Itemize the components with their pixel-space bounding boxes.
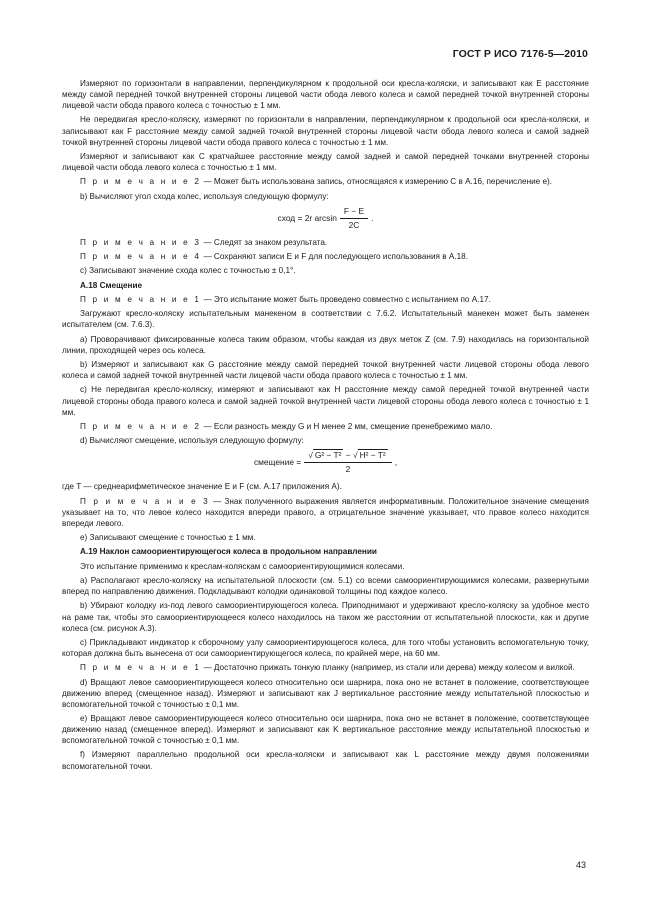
page-number: 43	[575, 860, 586, 870]
paragraph: d) Вращают левое самоориентирующееся колесо относительно оси шарнира, пока оно не встанет в положение, соответствующее движению вперед (смещенное назад). Измеряют и записывают как J вертикальное расстояние между испытательной плоскостью и вспомогательной точкой с точностью ± 0,1 мм.	[62, 677, 589, 709]
note-text: — Может быть использована запись, относящаяся к измерению C в А.16, перечисление е).	[201, 177, 553, 187]
toe-formula	[62, 206, 589, 231]
paragraph: f) Измеряют параллельно продольной оси кресла-коляски и записывают как L расстояние между двумя положениями вспомогательной точки.	[62, 750, 589, 771]
note-label: П р и м е ч а н и е 3	[80, 237, 202, 247]
offset-formula	[62, 450, 589, 475]
sqrt-term-g: G² − T²	[314, 450, 342, 461]
paragraph: с) Не передвигая кресло-коляску, измеряют и записывают как H расстояние между самой передней точкой внутренней части лицевой стороны обода правого колеса и самой задней точкой внутренней части лицевой стороны обода левого колеса с точностью ± 1 мм.	[62, 385, 589, 417]
note	[62, 421, 589, 432]
note-label: П р и м е ч а н и е 2	[80, 177, 202, 187]
formula-numerator: √ G² − T² − √ H² − T²	[304, 450, 392, 463]
paragraph: е) Записывают смещение с точностью ± 1 мм.	[80, 533, 256, 543]
note-label: П р и м е ч а н и е 1	[80, 663, 202, 673]
note-text: — Знак полученного выражения является информативным. Положительное значение смещения указывает на то, что левое колесо находится впереди правого, а отрицательное значение указывает, что правое колесо находится впереди левого.	[62, 496, 589, 528]
note	[62, 176, 589, 187]
note	[62, 237, 589, 248]
paragraph: Загружают кресло-коляску испытательным манекеном в соответствии с 7.6.2. Испытательный манекен может быть заменен испытателем (см. 7.6.3).	[62, 309, 589, 330]
note-text: — Если разность между G и H менее 2 мм, смещение пренебрежимо мало.	[201, 421, 493, 431]
paragraph: Измеряют и записывают как C кратчайшее расстояние между самой задней и самой передней точками внутренней стороны лицевой части обода левого колеса с точностью ± 1 мм.	[62, 151, 589, 173]
note-label: П р и м е ч а н и е 4	[80, 252, 202, 262]
paragraph: b) Измеряют и записывают как G расстояние между самой передней точкой внутренней части лицевой стороны обода левого колеса и самой задней точкой внутренней части лицевой части обода правого колеса с точностью ± 1 мм.	[62, 360, 589, 381]
note	[62, 251, 589, 262]
formula-left: сход = 2r arcsin	[277, 212, 337, 223]
formula-end: .	[371, 212, 374, 223]
formula-end: ,	[394, 457, 398, 468]
paragraph: с) Записывают значение схода колес с точностью ± 0,1°.	[80, 266, 296, 276]
note	[62, 662, 589, 673]
paragraph: d) Вычисляют смещение, используя следующую формулу:	[80, 436, 304, 446]
page-body	[62, 78, 589, 775]
note-text: — Это испытание может быть проведено совместно с испытанием по А.17.	[201, 295, 491, 304]
formula-fraction	[340, 206, 368, 231]
note-text: — Сохраняют записи E и F для последующего использования в А.18.	[201, 252, 468, 262]
paragraph: Не передвигая кресло-коляску, измеряют по горизонтали в направлении, перпендикулярном к продольной оси кресла-коляски, и записывают как F расстояние между самой задней точкой внутренней стороны лицевой части обода левого колеса и самой задней точкой внутренней стороны лицевой части обода правого колеса с точностью ± 1 мм.	[62, 115, 589, 147]
note	[62, 294, 589, 305]
formula-numerator: F − E	[340, 206, 368, 219]
formula-fraction	[304, 450, 392, 475]
note-label: П р и м е ч а н и е 1	[80, 295, 202, 304]
paragraph: b) Убирают колодку из-под левого самоориентирующегося колеса. Приподнимают и удерживают кресло-коляску за удобное место на раме так, чтобы это самоориентирующееся колесо находилось на таком же расстоянии от испытательной плоскости, как и другие колеса (см. рисунок А.3).	[62, 601, 589, 633]
note	[62, 496, 589, 529]
paragraph: а) Располагают кресло-коляску на испытательной плоскости (см. 5.1) со всеми самоориентирующимися колесами, развернутыми вперед по направлению движения. Подкладывают колодки одинаковой толщины под каждое колесо.	[62, 576, 589, 597]
formula-denominator: 2C	[348, 219, 360, 230]
section-heading: А.18 Смещение	[80, 280, 143, 290]
formula-left: смещение =	[253, 457, 302, 468]
paragraph: а) Проворачивают фиксированные колеса таким образом, чтобы каждая из двух меток Z (см. 7.9) находилась на горизонтальной линии, проходящей через ось колеса.	[62, 334, 589, 355]
document-header: ГОСТ Р ИСО 7176-5—2010	[452, 48, 588, 60]
note-text: — Следят за знаком результата.	[201, 237, 328, 247]
formula-denominator: 2	[345, 464, 351, 475]
paragraph: Это испытание применимо к креслам-коляскам с самоориентирующимися колесами.	[80, 561, 405, 571]
paragraph: где T — среднеарифметическое значение E и F (см. А.17 приложения А).	[62, 482, 342, 492]
paragraph: b) Вычисляют угол схода колес, используя следующую формулу:	[80, 191, 329, 201]
note-label: П р и м е ч а н и е 3	[80, 496, 210, 506]
section-heading: А.19 Наклон самоориентирующегося колеса в продольном направлении	[80, 547, 377, 557]
note-label: П р и м е ч а н и е 2	[80, 421, 202, 431]
paragraph: е) Вращают левое самоориентирующееся колесо относительно оси шарнира, пока оно не встанет в положение, соответствующее движению назад (смещенное вперед). Измеряют и записывают как K вертикальное расстояние между испытательной плоскостью и вспомогательной точкой с точностью ± 0,1 мм.	[62, 714, 589, 746]
formula-minus: −	[343, 450, 353, 461]
paragraph: Измеряют по горизонтали в направлении, перпендикулярном к продольной оси кресла-коляски, и записывают как E расстояние между самой передней точкой внутренней стороны лицевой части обода левого колеса и самой передней точкой внутренней стороны лицевой части обода правого колеса с точностью ± 1 мм.	[62, 79, 589, 111]
note-text: — Достаточно прижать тонкую планку (например, из стали или дерева) между колесом и вилкой.	[201, 663, 575, 673]
paragraph: с) Прикладывают индикатор к сборочному узлу самоориентирующегося колеса, для того чтобы установить вспомогательную точку, которая должна быть вынесена от оси самоориентирующегося колеса, по крайней мере, на 60 мм.	[62, 637, 589, 658]
sqrt-term-h: H² − T²	[359, 450, 386, 461]
